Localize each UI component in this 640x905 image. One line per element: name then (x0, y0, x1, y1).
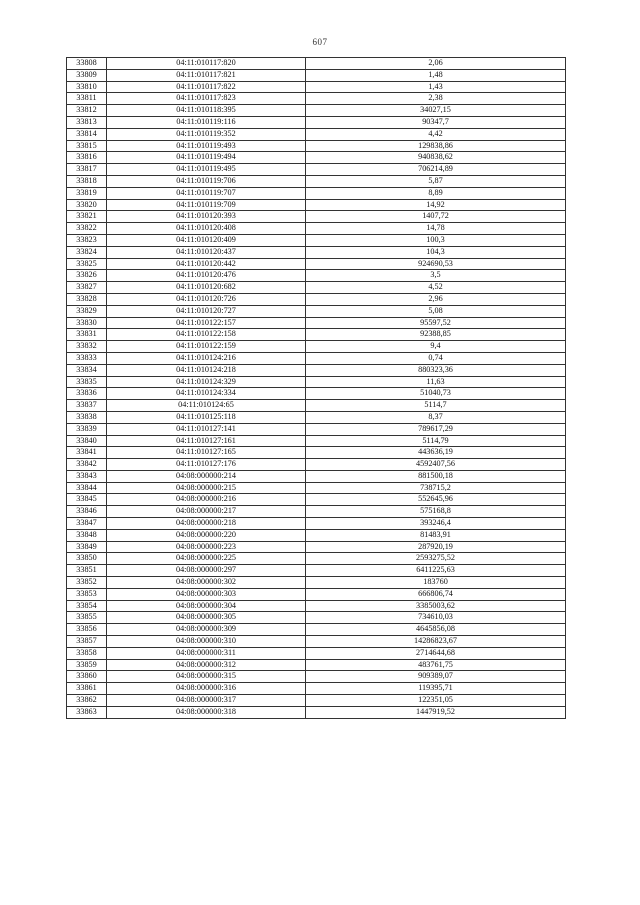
cadastral-number-cell: 04:11:010120:393 (107, 211, 306, 223)
value-cell: 1447919,52 (306, 706, 566, 718)
cadastral-number-cell: 04:08:000000:315 (107, 671, 306, 683)
page-number: 607 (312, 37, 328, 47)
cadastral-number-cell: 04:11:010119:707 (107, 187, 306, 199)
value-cell: 3,5 (306, 270, 566, 282)
value-cell: 6411225,63 (306, 565, 566, 577)
value-cell: 443636,19 (306, 447, 566, 459)
table-row (67, 140, 566, 152)
cadastral-number-cell: 04:08:000000:309 (107, 624, 306, 636)
value-cell: 51040,73 (306, 388, 566, 400)
value-cell: 2,38 (306, 93, 566, 105)
value-cell: 483761,75 (306, 659, 566, 671)
cadastral-number-cell: 04:11:010122:159 (107, 341, 306, 353)
cadastral-number-cell: 04:11:010120:408 (107, 223, 306, 235)
row-number-cell: 33853 (67, 588, 107, 600)
value-cell: 2593275,52 (306, 553, 566, 565)
value-cell: 2714644,68 (306, 647, 566, 659)
cadastral-number-cell: 04:11:010119:352 (107, 128, 306, 140)
cadastral-number-cell: 04:11:010118:395 (107, 105, 306, 117)
table-row (67, 282, 566, 294)
cadastral-number-cell: 04:11:010127:141 (107, 423, 306, 435)
table-row (67, 293, 566, 305)
row-number-cell: 33855 (67, 612, 107, 624)
cadastral-number-cell: 04:11:010127:161 (107, 435, 306, 447)
value-cell: 575168,8 (306, 506, 566, 518)
row-number-cell: 33829 (67, 305, 107, 317)
row-number-cell: 33812 (67, 105, 107, 117)
value-cell: 734610,03 (306, 612, 566, 624)
cadastral-number-cell: 04:11:010127:176 (107, 459, 306, 471)
row-number-cell: 33832 (67, 341, 107, 353)
value-cell: 5114,79 (306, 435, 566, 447)
cadastral-number-cell: 04:11:010119:495 (107, 164, 306, 176)
value-cell: 1,43 (306, 81, 566, 93)
table-row (67, 81, 566, 93)
cadastral-number-cell: 04:11:010119:116 (107, 116, 306, 128)
value-cell: 924690,53 (306, 258, 566, 270)
table-row (67, 624, 566, 636)
value-cell: 81483,91 (306, 529, 566, 541)
cadastral-number-cell: 04:08:000000:312 (107, 659, 306, 671)
table-row (67, 565, 566, 577)
row-number-cell: 33848 (67, 529, 107, 541)
table-row (67, 470, 566, 482)
cadastral-number-cell: 04:08:000000:316 (107, 683, 306, 695)
value-cell: 789617,29 (306, 423, 566, 435)
row-number-cell: 33854 (67, 600, 107, 612)
value-cell: 738715,2 (306, 482, 566, 494)
value-cell: 14286823,67 (306, 636, 566, 648)
table-row (67, 541, 566, 553)
table-row (67, 211, 566, 223)
cadastral-number-cell: 04:08:000000:311 (107, 647, 306, 659)
cadastral-number-cell: 04:08:000000:297 (107, 565, 306, 577)
row-number-cell: 33837 (67, 400, 107, 412)
row-number-cell: 33844 (67, 482, 107, 494)
row-number-cell: 33850 (67, 553, 107, 565)
cadastral-number-cell: 04:11:010120:726 (107, 293, 306, 305)
row-number-cell: 33825 (67, 258, 107, 270)
cadastral-number-cell: 04:11:010124:329 (107, 376, 306, 388)
table-row (67, 671, 566, 683)
row-number-cell: 33852 (67, 577, 107, 589)
table-row (67, 246, 566, 258)
row-number-cell: 33808 (67, 58, 107, 70)
row-number-cell: 33857 (67, 636, 107, 648)
row-number-cell: 33819 (67, 187, 107, 199)
value-cell: 11,63 (306, 376, 566, 388)
cadastral-number-cell: 04:11:010120:409 (107, 234, 306, 246)
value-cell: 1407,72 (306, 211, 566, 223)
row-number-cell: 33842 (67, 459, 107, 471)
value-cell: 0,74 (306, 352, 566, 364)
value-cell: 92388,85 (306, 329, 566, 341)
cadastral-number-cell: 04:11:010117:821 (107, 69, 306, 81)
row-number-cell: 33835 (67, 376, 107, 388)
table-row (67, 93, 566, 105)
cadastral-number-cell: 04:11:010124:334 (107, 388, 306, 400)
table-row (67, 364, 566, 376)
value-cell: 706214,89 (306, 164, 566, 176)
cadastral-number-cell: 04:11:010125:118 (107, 411, 306, 423)
table-row (67, 695, 566, 707)
row-number-cell: 33816 (67, 152, 107, 164)
table-row (67, 600, 566, 612)
value-cell: 552645,96 (306, 494, 566, 506)
table-row (67, 411, 566, 423)
row-number-cell: 33839 (67, 423, 107, 435)
table-row (67, 647, 566, 659)
table-row (67, 329, 566, 341)
table-row (67, 482, 566, 494)
row-number-cell: 33836 (67, 388, 107, 400)
cadastral-number-cell: 04:08:000000:217 (107, 506, 306, 518)
table-row (67, 305, 566, 317)
cadastral-number-cell: 04:11:010127:165 (107, 447, 306, 459)
row-number-cell: 33862 (67, 695, 107, 707)
cadastral-number-cell: 04:08:000000:304 (107, 600, 306, 612)
data-table (66, 57, 566, 719)
cadastral-number-cell: 04:08:000000:303 (107, 588, 306, 600)
row-number-cell: 33813 (67, 116, 107, 128)
cadastral-number-cell: 04:08:000000:223 (107, 541, 306, 553)
value-cell: 287920,19 (306, 541, 566, 553)
table-row (67, 459, 566, 471)
row-number-cell: 33859 (67, 659, 107, 671)
value-cell: 4592407,56 (306, 459, 566, 471)
cadastral-number-cell: 04:08:000000:220 (107, 529, 306, 541)
row-number-cell: 33858 (67, 647, 107, 659)
value-cell: 14,92 (306, 199, 566, 211)
cadastral-number-cell: 04:11:010124:216 (107, 352, 306, 364)
cadastral-number-cell: 04:11:010120:476 (107, 270, 306, 282)
table-row (67, 447, 566, 459)
table-row (67, 116, 566, 128)
row-number-cell: 33815 (67, 140, 107, 152)
cadastral-number-cell: 04:11:010122:157 (107, 317, 306, 329)
row-number-cell: 33851 (67, 565, 107, 577)
table-row (67, 588, 566, 600)
value-cell: 393246,4 (306, 518, 566, 530)
cadastral-number-cell: 04:11:010119:706 (107, 175, 306, 187)
value-cell: 9,4 (306, 341, 566, 353)
cadastral-number-cell: 04:08:000000:310 (107, 636, 306, 648)
table-row (67, 683, 566, 695)
row-number-cell: 33847 (67, 518, 107, 530)
cadastral-number-cell: 04:08:000000:216 (107, 494, 306, 506)
cadastral-number-cell: 04:08:000000:317 (107, 695, 306, 707)
row-number-cell: 33833 (67, 352, 107, 364)
row-number-cell: 33838 (67, 411, 107, 423)
table-row (67, 435, 566, 447)
value-cell: 8,89 (306, 187, 566, 199)
row-number-cell: 33826 (67, 270, 107, 282)
value-cell: 104,3 (306, 246, 566, 258)
cadastral-number-cell: 04:08:000000:318 (107, 706, 306, 718)
row-number-cell: 33811 (67, 93, 107, 105)
cadastral-number-cell: 04:11:010117:820 (107, 58, 306, 70)
table-row (67, 376, 566, 388)
table-row (67, 258, 566, 270)
row-number-cell: 33831 (67, 329, 107, 341)
value-cell: 122351,05 (306, 695, 566, 707)
table-row (67, 423, 566, 435)
table-row (67, 553, 566, 565)
value-cell: 129838,86 (306, 140, 566, 152)
row-number-cell: 33861 (67, 683, 107, 695)
cadastral-number-cell: 04:11:010124:218 (107, 364, 306, 376)
table-row (67, 234, 566, 246)
row-number-cell: 33814 (67, 128, 107, 140)
table-row (67, 199, 566, 211)
value-cell: 14,78 (306, 223, 566, 235)
cadastral-number-cell: 04:08:000000:225 (107, 553, 306, 565)
table-row (67, 270, 566, 282)
table-row (67, 659, 566, 671)
row-number-cell: 33809 (67, 69, 107, 81)
value-cell: 940838,62 (306, 152, 566, 164)
table-row (67, 152, 566, 164)
row-number-cell: 33818 (67, 175, 107, 187)
row-number-cell: 33823 (67, 234, 107, 246)
value-cell: 100,3 (306, 234, 566, 246)
value-cell: 909389,07 (306, 671, 566, 683)
value-cell: 4,52 (306, 282, 566, 294)
row-number-cell: 33856 (67, 624, 107, 636)
table-row (67, 706, 566, 718)
row-number-cell: 33822 (67, 223, 107, 235)
cadastral-number-cell: 04:11:010119:493 (107, 140, 306, 152)
value-cell: 1,48 (306, 69, 566, 81)
value-cell: 4645856,08 (306, 624, 566, 636)
cadastral-number-cell: 04:08:000000:305 (107, 612, 306, 624)
table-row (67, 400, 566, 412)
value-cell: 2,96 (306, 293, 566, 305)
cadastral-number-cell: 04:11:010119:494 (107, 152, 306, 164)
cadastral-number-cell: 04:11:010122:158 (107, 329, 306, 341)
row-number-cell: 33827 (67, 282, 107, 294)
value-cell: 8,37 (306, 411, 566, 423)
table-row (67, 529, 566, 541)
value-cell: 2,06 (306, 58, 566, 70)
table-row (67, 388, 566, 400)
row-number-cell: 33845 (67, 494, 107, 506)
table-body (67, 58, 566, 719)
table-row (67, 317, 566, 329)
table-row (67, 577, 566, 589)
cadastral-number-cell: 04:08:000000:215 (107, 482, 306, 494)
table-row (67, 518, 566, 530)
cadastral-number-cell: 04:11:010117:823 (107, 93, 306, 105)
table-row (67, 164, 566, 176)
cadastral-number-cell: 04:08:000000:218 (107, 518, 306, 530)
table-row (67, 187, 566, 199)
value-cell: 5,08 (306, 305, 566, 317)
value-cell: 119395,71 (306, 683, 566, 695)
table-row (67, 506, 566, 518)
value-cell: 34027,15 (306, 105, 566, 117)
cadastral-number-cell: 04:11:010119:709 (107, 199, 306, 211)
row-number-cell: 33840 (67, 435, 107, 447)
table-row (67, 223, 566, 235)
cadastral-number-cell: 04:11:010120:682 (107, 282, 306, 294)
cadastral-number-cell: 04:11:010124:65 (107, 400, 306, 412)
row-number-cell: 33846 (67, 506, 107, 518)
row-number-cell: 33863 (67, 706, 107, 718)
table-row (67, 69, 566, 81)
row-number-cell: 33830 (67, 317, 107, 329)
value-cell: 183760 (306, 577, 566, 589)
value-cell: 95597,52 (306, 317, 566, 329)
table-row (67, 58, 566, 70)
value-cell: 5,87 (306, 175, 566, 187)
table-row (67, 341, 566, 353)
table-row (67, 612, 566, 624)
row-number-cell: 33843 (67, 470, 107, 482)
value-cell: 3385003,62 (306, 600, 566, 612)
row-number-cell: 33820 (67, 199, 107, 211)
table-row (67, 128, 566, 140)
cadastral-number-cell: 04:11:010120:727 (107, 305, 306, 317)
value-cell: 666806,74 (306, 588, 566, 600)
row-number-cell: 33821 (67, 211, 107, 223)
cadastral-number-cell: 04:08:000000:302 (107, 577, 306, 589)
row-number-cell: 33860 (67, 671, 107, 683)
table-row (67, 494, 566, 506)
row-number-cell: 33828 (67, 293, 107, 305)
cadastral-number-cell: 04:11:010117:822 (107, 81, 306, 93)
table-row (67, 636, 566, 648)
cadastral-number-cell: 04:11:010120:437 (107, 246, 306, 258)
row-number-cell: 33810 (67, 81, 107, 93)
table-row (67, 105, 566, 117)
row-number-cell: 33817 (67, 164, 107, 176)
value-cell: 881500,18 (306, 470, 566, 482)
row-number-cell: 33841 (67, 447, 107, 459)
row-number-cell: 33849 (67, 541, 107, 553)
row-number-cell: 33834 (67, 364, 107, 376)
row-number-cell: 33824 (67, 246, 107, 258)
value-cell: 5114,7 (306, 400, 566, 412)
cadastral-number-cell: 04:11:010120:442 (107, 258, 306, 270)
value-cell: 4,42 (306, 128, 566, 140)
table-row (67, 175, 566, 187)
table-row (67, 352, 566, 364)
cadastral-number-cell: 04:08:000000:214 (107, 470, 306, 482)
value-cell: 880323,36 (306, 364, 566, 376)
value-cell: 90347,7 (306, 116, 566, 128)
